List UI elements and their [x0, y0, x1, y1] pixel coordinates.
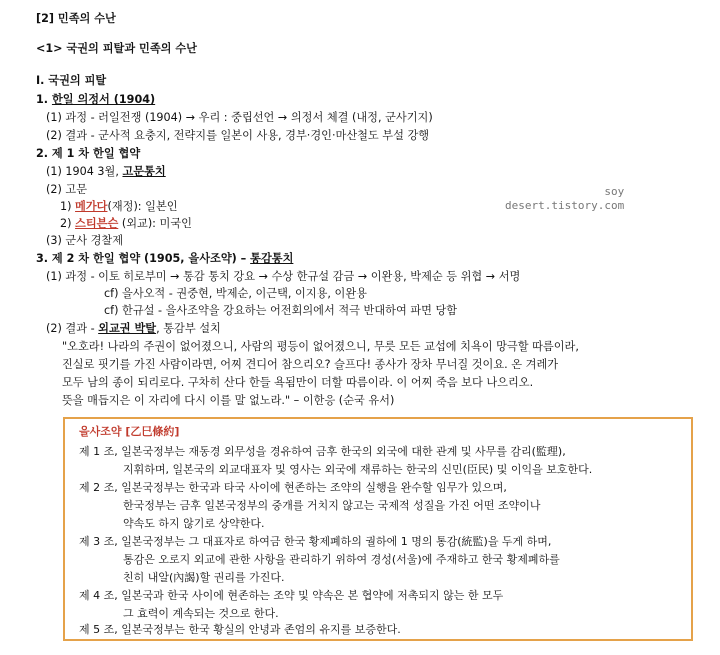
section-title: <1> 국권의 피탈과 민족의 수난 [36, 42, 197, 55]
quote-line-1: "오호라! 나라의 주권이 없어졌으니, 사람의 평등이 없어졌으니, 무릇 모든 교섭에 치욕이 망극할 따름이라, [62, 340, 579, 353]
article-2-line-3: 약속도 하지 않기로 상약한다. [123, 517, 265, 530]
chapter-title: [2] 민족의 수난 [36, 12, 116, 25]
treaty-box [63, 417, 693, 641]
article-1-line-1: 제 1 조, 일본국정부는 재동경 외무성을 경유하여 금후 한국의 외국에 대한 관계 및 사무를 감리(監理), [79, 445, 566, 458]
watermark-line-2: desert.tistory.com [505, 199, 625, 212]
quote-line-2: 진실로 핏기를 가진 사람이라면, 어찌 견디어 참으리오? 슬프다! 종사가 장차 무너질 것이요. 온 겨레가 [62, 358, 559, 371]
item2-date [46, 165, 166, 179]
item1-result: (2) 결과 - 군사적 요충지, 전략지를 일본이 사용, 경부·경인·마산철도 부설 강행 [46, 129, 430, 142]
article-1-line-2: 지휘하며, 일본국의 외교대표자 및 영사는 외국에 재류하는 한국의 신민(臣民) 및 이익을 보호한다. [123, 463, 593, 476]
advisor2-role: (외교): 미국인 [118, 217, 192, 230]
item2-advisor-2 [60, 217, 192, 231]
item3-cf1: cf) 을사오적 - 권중현, 박제순, 이근택, 이지용, 이완용 [104, 287, 367, 300]
article-3-line-3: 친히 내알(內謁)할 권리를 가진다. [123, 571, 285, 584]
item3-title: 통감통치 [250, 252, 294, 265]
item1-title: 한일 의정서 (1904) [51, 93, 156, 106]
article-5-line-1: 제 5 조, 일본국정부는 한국 황실의 안녕과 존엄의 유지를 보증한다. [79, 623, 401, 636]
item1-prefix: 1. [36, 93, 52, 106]
quote-line-4: 뜻을 매듭지은 이 자리에 다시 이를 말 없노라." – 이한응 (순국 유서) [62, 394, 395, 407]
article-4-line-2: 그 효력이 계속되는 것으로 한다. [123, 607, 279, 620]
item3-heading [36, 252, 293, 266]
item1-process: (1) 과정 - 러일전쟁 (1904) → 우리 : 중립선언 → 의정서 체결 (내정, 군사기지) [46, 111, 433, 124]
advisor2-prefix: 2) [60, 217, 76, 230]
watermark [505, 185, 624, 213]
item2-police: (3) 군사 경찰제 [46, 234, 123, 247]
advisor1-name: 메가다 [75, 200, 108, 213]
item2-date-prefix: (1) 1904 3월, [46, 165, 123, 178]
item2-date-keyword: 고문통치 [122, 165, 166, 178]
item3-result-rest: , 통감부 설치 [156, 322, 221, 335]
item3-result [46, 322, 221, 336]
item3-result-keyword: 외교권 박탈 [98, 322, 157, 335]
item3-cf2: cf) 한규설 - 을사조약을 강요하는 어전회의에서 적극 반대하여 파면 당함 [104, 304, 458, 317]
article-3-line-1: 제 3 조, 일본국정부는 그 대표자로 하여금 한국 황제폐하의 궐하에 1 명의 통감(統監)을 두게 하며, [79, 535, 552, 548]
item1-heading [36, 93, 155, 107]
advisor2-name: 스티븐슨 [75, 217, 119, 230]
treaty-title: 을사조약 [乙巳條約] [79, 425, 180, 438]
item3-prefix: 3. 제 2 차 한일 협약 (1905, 을사조약) – [36, 252, 251, 265]
item2-heading: 2. 제 1 차 한일 협약 [36, 147, 141, 160]
article-3-line-2: 통감은 오로지 외교에 관한 사항을 관리하기 위하여 경성(서울)에 주재하고 한국 황제폐하를 [123, 553, 560, 566]
item3-result-prefix: (2) 결과 - [46, 322, 99, 335]
article-2-line-1: 제 2 조, 일본국정부는 한국과 타국 사이에 현존하는 조약의 실행을 완수할 임무가 있으며, [79, 481, 507, 494]
item3-process: (1) 과정 - 이토 히로부미 → 통감 통치 강요 → 수상 한규설 감금 → 이완용, 박제순 등 위협 → 서명 [46, 270, 521, 283]
watermark-line-1: soy [604, 185, 625, 198]
item2-advisor-1 [60, 200, 178, 214]
article-2-line-2: 한국정부는 금후 일본국정부의 중개를 거치지 않고는 국제적 성질을 가진 어떤 조약이나 [123, 499, 541, 512]
item2-advisor: (2) 고문 [46, 183, 88, 196]
article-4-line-1: 제 4 조, 일본국과 한국 사이에 현존하는 조약 및 약속은 본 협약에 저촉되지 않는 한 모두 [79, 589, 504, 602]
part-title: Ⅰ. 국권의 피탈 [36, 74, 107, 87]
quote-line-3: 모두 남의 종이 되리로다. 구차히 산다 한들 욕됨만이 더할 따름이라. 이 어찌 죽음 보다 나으리오. [62, 376, 534, 389]
advisor1-prefix: 1) [60, 200, 76, 213]
advisor1-role: (재정): 일본인 [107, 200, 178, 213]
